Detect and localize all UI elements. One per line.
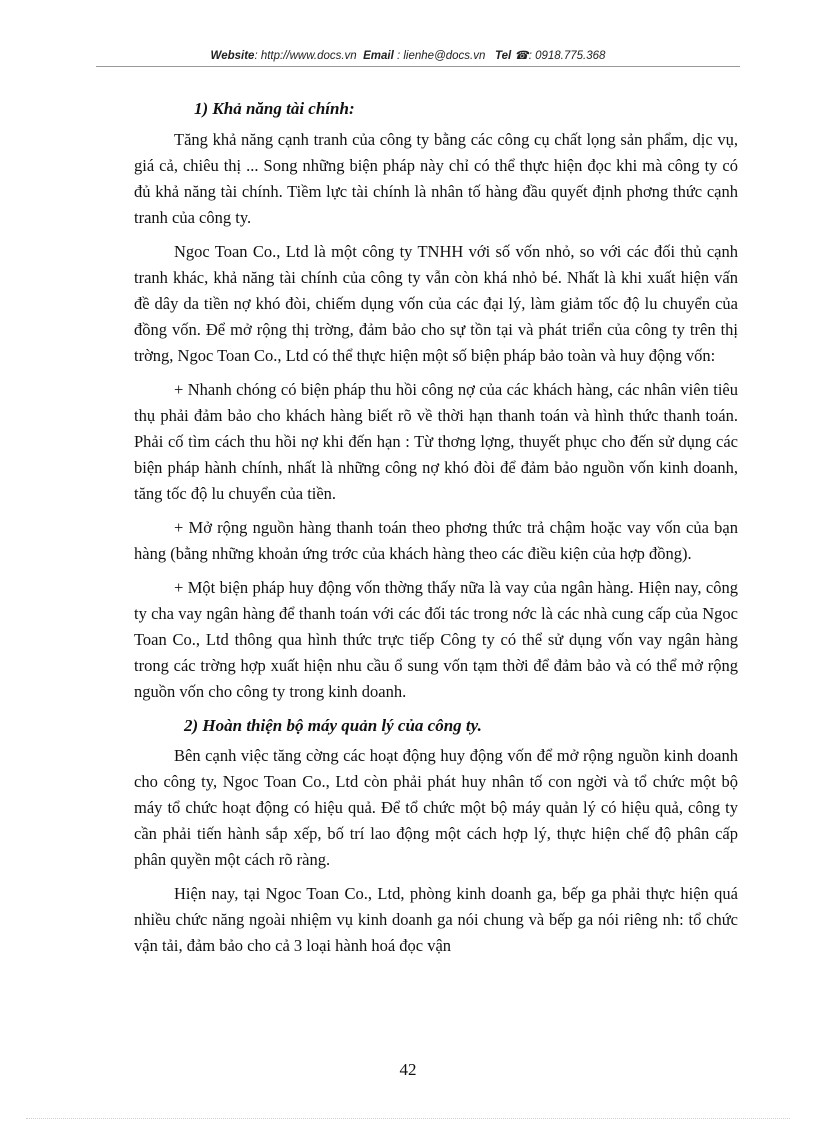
paragraph: + Một biện pháp huy động vốn thờng thấy nữa là vay của ngân hàng. Hiện nay, công ty cha vay ngân hàng để thanh toán với các đối tác trong nớc là các nhà cung cấp của Ngoc Toan Co., Ltd thông qua hình thức trực tiếp Công ty có thể sử dụng vốn vay ngân hàng trong các trờng hợp xuất hiện nhu cầu ổ sung vốn tạm thời để đảm bảo và có thể mở rộng nguồn vốn cho công ty trong kinh doanh.	[134, 578, 738, 701]
website-value: : http://www.docs.vn	[254, 50, 357, 62]
paragraph: + Nhanh chóng có biện pháp thu hồi công nợ của các khách hàng, các nhân viên tiêu thụ phải đảm bảo cho khách hàng biết rõ về thời hạn thanh toán và hình thức thanh toán. Phải cố tìm cách thu hồi nợ khi đến hạn : Từ thơng lợng, thuyết phục cho đến sử dụng các biện pháp hành chính, nhất là những công nợ khó đòi để đảm bảo nguồn vốn kinh doanh, tăng tốc độ lu chuyển của tiền.	[134, 380, 738, 503]
header-divider	[96, 66, 740, 67]
paragraph: Bên cạnh việc tăng cờng các hoạt động huy động vốn để mở rộng nguồn kinh doanh cho công ty, Ngoc Toan Co., Ltd còn phải phát huy nhân tố con ngời và tổ chức một bộ máy tổ chức hoạt động có hiệu quả. Để tổ chức một bộ máy quản lý có hiệu quả, công ty cần phải tiến hành sắp xếp, bố trí lao động một cách hợp lý, thực hiện chế độ phân cấp phân quyền một cách rõ ràng.	[134, 746, 738, 869]
paragraph: Tăng khả năng cạnh tranh của công ty bằng các công cụ chất lọng sản phẩm, dịc vụ, giá cả, chiêu thị ... Song những biện pháp này chỉ có thể thực hiện đọc khi mà công ty có đủ khả năng tài chính. Tiềm lực tài chính là nhân tố hàng đầu quyết định phơng thức cạnh tranh của công ty.	[134, 130, 738, 227]
email-label: Email	[363, 50, 394, 62]
email-value: : lienhe@docs.vn	[396, 50, 486, 62]
paragraph: Hiện nay, tại Ngoc Toan Co., Ltd, phòng kinh doanh ga, bếp ga phải thực hiện quá nhiều chức năng ngoài nhiệm vụ kinh doanh ga nói chung và bếp ga nói riêng nh: tổ chức vận tải, đảm bảo cho cả 3 loại hành hoá đọc vận	[134, 884, 738, 955]
tel-label: Tel	[494, 50, 512, 62]
page-header	[0, 48, 816, 62]
section-2-title: 2) Hoàn thiện bộ máy quản lý của công ty.	[184, 716, 482, 735]
website-label: Website	[210, 50, 255, 62]
paragraph: Ngoc Toan Co., Ltd là một công ty TNHH với số vốn nhỏ, so với các đối thủ cạnh tranh khác, khả năng tài chính của công ty vẫn còn khá nhỏ bé. Nhất là khi xuất hiện vấn đề dây da tiền nợ khó đòi, chiếm dụng vốn của các đại lý, làm giảm tốc độ lu chuyển của đồng vốn. Để mở rộng thị trờng, đảm bảo cho sự tồn tại và phát triển của công ty trên thị trờng, Ngoc Toan Co., Ltd có thể thực hiện một số biện pháp bảo toàn và huy động vốn:	[134, 242, 738, 365]
tel-value: : 0918.775.368	[528, 50, 606, 62]
footer-divider	[26, 1118, 790, 1119]
document-body	[134, 96, 738, 967]
telephone-icon: ☎	[514, 50, 529, 62]
page-number: 42	[399, 1060, 417, 1079]
section-1-title: 1) Khả năng tài chính:	[194, 99, 355, 118]
paragraph: + Mở rộng nguồn hàng thanh toán theo phơng thức trả chậm hoặc vay vốn của bạn hàng (bằng những khoản ứng trớc của khách hàng theo các điều kiện của hợp đồng).	[134, 518, 738, 563]
